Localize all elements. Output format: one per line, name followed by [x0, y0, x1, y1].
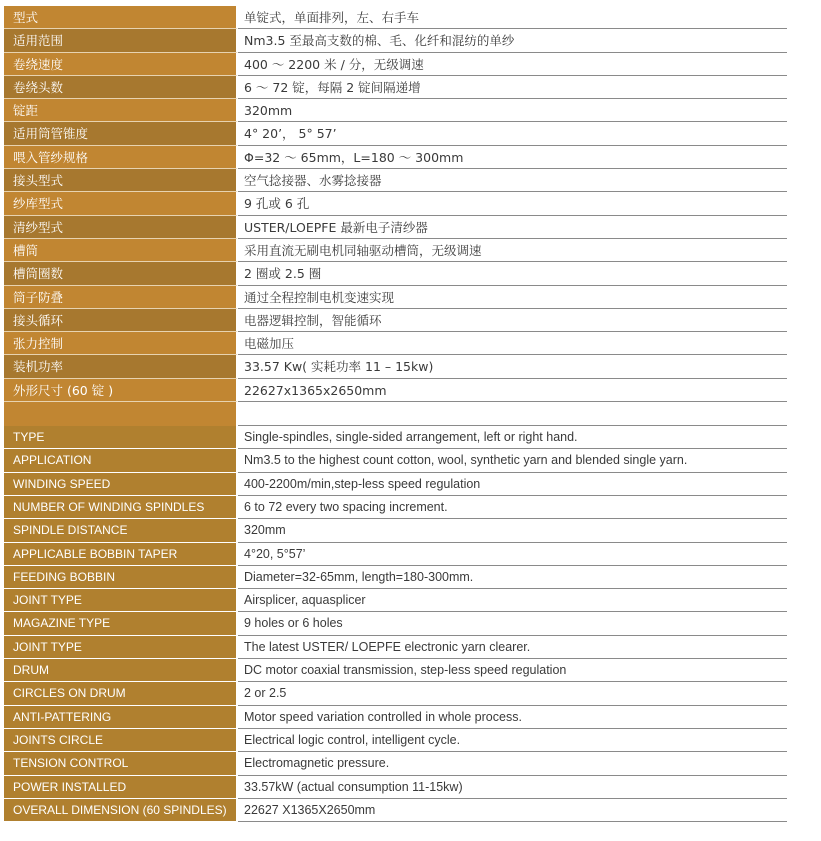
- row-label: 外形尺寸 (60 锭 ): [4, 379, 238, 402]
- table-row: [4, 146, 787, 169]
- row-value: 电磁加压: [238, 332, 787, 355]
- table-row: [4, 682, 787, 705]
- row-value: Electromagnetic pressure.: [238, 752, 787, 775]
- section-divider: [4, 402, 787, 426]
- row-label: APPLICATION: [4, 449, 238, 472]
- table-row: [4, 29, 787, 52]
- table-row: [4, 706, 787, 729]
- table-row: [4, 799, 787, 822]
- row-value: 电器逻辑控制，智能循环: [238, 309, 787, 332]
- row-label: 槽筒: [4, 239, 238, 262]
- row-label: 纱库型式: [4, 192, 238, 215]
- row-value: 6 ～ 72 锭，每隔 2 锭间隔递增: [238, 76, 787, 99]
- row-label: 槽筒圈数: [4, 262, 238, 285]
- row-value: 2 or 2.5: [238, 682, 787, 705]
- row-label: 接头循环: [4, 309, 238, 332]
- row-label: NUMBER OF WINDING SPINDLES: [4, 496, 238, 519]
- row-value: DC motor coaxial transmission, step-less speed regulation: [238, 659, 787, 682]
- row-label: DRUM: [4, 659, 238, 682]
- row-label: POWER INSTALLED: [4, 776, 238, 799]
- divider-value-cell: [238, 402, 787, 426]
- table-row: [4, 589, 787, 612]
- row-value: Single-spindles, single-sided arrangement, left or right hand.: [238, 426, 787, 449]
- row-label: 适用范围: [4, 29, 238, 52]
- row-label: 清纱型式: [4, 216, 238, 239]
- row-label: 装机功率: [4, 355, 238, 378]
- table-row: [4, 752, 787, 775]
- row-value: 4° 20’， 5° 57’: [238, 122, 787, 145]
- divider-label-cell: [4, 402, 238, 426]
- row-label: JOINTS CIRCLE: [4, 729, 238, 752]
- table-row: [4, 192, 787, 215]
- spec-table-english: [4, 426, 787, 822]
- row-label: OVERALL DIMENSION (60 SPINDLES): [4, 799, 238, 822]
- table-row: [4, 122, 787, 145]
- row-value: The latest USTER/ LOEPFE electronic yarn clearer.: [238, 636, 787, 659]
- table-row: [4, 355, 787, 378]
- row-value: 采用直流无刷电机同轴驱动槽筒，无级调速: [238, 239, 787, 262]
- table-row: [4, 76, 787, 99]
- row-value: 22627 X1365X2650mm: [238, 799, 787, 822]
- table-row: [4, 6, 787, 29]
- row-value: Nm3.5 to the highest count cotton, wool, synthetic yarn and blended single yarn.: [238, 449, 787, 472]
- row-label: JOINT TYPE: [4, 636, 238, 659]
- table-row: [4, 332, 787, 355]
- row-value: Airsplicer, aquasplicer: [238, 589, 787, 612]
- table-row: [4, 519, 787, 542]
- spec-table-chinese: [4, 6, 787, 402]
- row-value: 22627x1365x2650mm: [238, 379, 787, 402]
- row-value: 9 holes or 6 holes: [238, 612, 787, 635]
- table-row: [4, 612, 787, 635]
- row-label: APPLICABLE BOBBIN TAPER: [4, 543, 238, 566]
- row-value: 400-2200m/min,step-less speed regulation: [238, 473, 787, 496]
- row-value: 320mm: [238, 519, 787, 542]
- row-label: WINDING SPEED: [4, 473, 238, 496]
- row-label: 张力控制: [4, 332, 238, 355]
- table-row: [4, 659, 787, 682]
- table-row: [4, 729, 787, 752]
- table-row: [4, 169, 787, 192]
- row-value: USTER/LOEPFE 最新电子清纱器: [238, 216, 787, 239]
- row-label: TYPE: [4, 426, 238, 449]
- row-label: CIRCLES ON DRUM: [4, 682, 238, 705]
- row-label: 型式: [4, 6, 238, 29]
- row-value: 6 to 72 every two spacing increment.: [238, 496, 787, 519]
- row-label: ANTI-PATTERING: [4, 706, 238, 729]
- row-label: 筒子防叠: [4, 286, 238, 309]
- row-value: Φ=32 ～ 65mm，L=180 ～ 300mm: [238, 146, 787, 169]
- table-row: [4, 262, 787, 285]
- row-value: Motor speed variation controlled in whole process.: [238, 706, 787, 729]
- table-row: [4, 543, 787, 566]
- row-label: TENSION CONTROL: [4, 752, 238, 775]
- row-value: 通过全程控制电机变速实现: [238, 286, 787, 309]
- row-value: 400 ～ 2200 米 / 分，无级调速: [238, 53, 787, 76]
- row-value: 4°20, 5°57’: [238, 543, 787, 566]
- row-label: 锭距: [4, 99, 238, 122]
- table-row: [4, 496, 787, 519]
- row-label: JOINT TYPE: [4, 589, 238, 612]
- table-row: [4, 309, 787, 332]
- row-value: Diameter=32-65mm, length=180-300mm.: [238, 566, 787, 589]
- row-label: 卷绕头数: [4, 76, 238, 99]
- row-label: SPINDLE DISTANCE: [4, 519, 238, 542]
- row-label: MAGAZINE TYPE: [4, 612, 238, 635]
- table-row: [4, 53, 787, 76]
- spec-table: [4, 6, 787, 822]
- table-row: [4, 776, 787, 799]
- table-row: [4, 636, 787, 659]
- table-row: [4, 473, 787, 496]
- row-label: 接头型式: [4, 169, 238, 192]
- row-label: 适用筒管锥度: [4, 122, 238, 145]
- row-label: 喂入管纱规格: [4, 146, 238, 169]
- row-value: 9 孔或 6 孔: [238, 192, 787, 215]
- row-label: 卷绕速度: [4, 53, 238, 76]
- row-value: 空气捻接器、水雾捻接器: [238, 169, 787, 192]
- row-value: 33.57kW (actual consumption 11-15kw): [238, 776, 787, 799]
- row-value: 320mm: [238, 99, 787, 122]
- table-row: [4, 426, 787, 449]
- row-value: 单锭式，单面排列，左、右手车: [238, 6, 787, 29]
- table-row: [4, 216, 787, 239]
- row-label: FEEDING BOBBIN: [4, 566, 238, 589]
- table-row: [4, 286, 787, 309]
- table-row: [4, 379, 787, 402]
- table-row: [4, 449, 787, 472]
- table-row: [4, 99, 787, 122]
- table-row: [4, 239, 787, 262]
- row-value: 33.57 Kw( 实耗功率 11 – 15kw): [238, 355, 787, 378]
- row-value: 2 圈或 2.5 圈: [238, 262, 787, 285]
- row-value: Nm3.5 至最高支数的棉、毛、化纤和混纺的单纱: [238, 29, 787, 52]
- table-row: [4, 566, 787, 589]
- row-value: Electrical logic control, intelligent cycle.: [238, 729, 787, 752]
